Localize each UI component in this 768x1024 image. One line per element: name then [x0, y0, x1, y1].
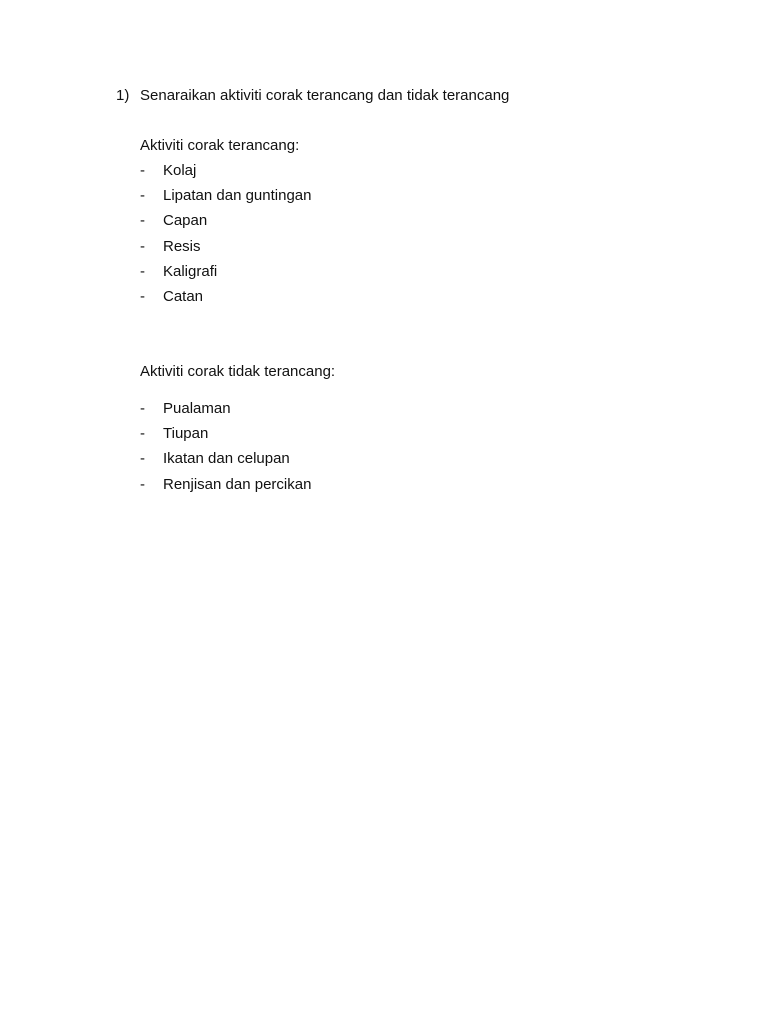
bullet-dash: -: [140, 212, 145, 230]
list-item-text: Catan: [163, 287, 204, 305]
bullet-dash: -: [140, 400, 145, 417]
list-item-text: Pualaman: [163, 400, 231, 417]
list-item-text: Kaligrafi: [163, 262, 218, 280]
section-planned: [140, 136, 311, 312]
bullet-dash: -: [140, 162, 145, 179]
planned-list: [140, 161, 311, 312]
list-item: [140, 449, 335, 474]
list-item: [140, 237, 311, 262]
bullet-dash: -: [140, 287, 145, 305]
list-item-text: Resis: [163, 237, 201, 255]
question: [116, 86, 509, 106]
list-item: [140, 399, 335, 424]
bullet-dash: -: [140, 475, 145, 493]
bullet-dash: -: [140, 237, 145, 255]
list-item-text: Capan: [163, 212, 208, 230]
list-item-text: Tiupan: [163, 425, 209, 443]
list-item: [140, 186, 311, 211]
list-item: [140, 424, 335, 449]
bullet-dash: -: [140, 187, 145, 205]
list-item-text: Ikatan dan celupan: [163, 450, 290, 468]
section-heading: Aktiviti corak tidak terancang:: [140, 363, 336, 380]
list-item: [140, 161, 311, 186]
section-heading: Aktiviti corak terancang:: [140, 137, 300, 154]
unplanned-list: [140, 399, 335, 500]
list-item: [140, 211, 311, 236]
list-item-text: Lipatan dan guntingan: [163, 187, 312, 205]
bullet-dash: -: [140, 425, 145, 443]
list-item: [140, 287, 311, 312]
bullet-dash: -: [140, 450, 145, 468]
list-item: [140, 262, 311, 287]
list-item-text: Renjisan dan percikan: [163, 475, 312, 493]
bullet-dash: -: [140, 262, 145, 280]
question-number: 1): [116, 87, 130, 104]
list-item-text: Kolaj: [163, 162, 197, 179]
section-unplanned: [140, 362, 335, 500]
list-item: [140, 475, 335, 500]
question-text: Senaraikan aktiviti corak terancang dan tidak terancang: [140, 87, 510, 104]
